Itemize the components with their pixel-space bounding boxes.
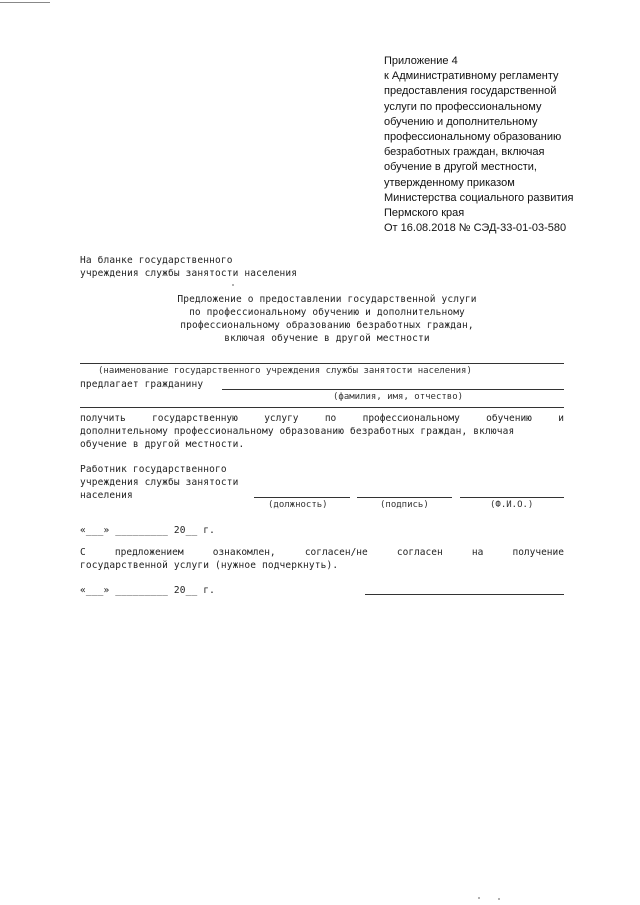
appendix-line: Приложение 4	[384, 55, 458, 67]
citizen-signature-line	[365, 594, 564, 595]
receive-line-2: дополнительному профессиональному образованию безработных граждан, включая	[80, 426, 515, 437]
date-field-2: «___» _________ 20__ г.	[80, 585, 215, 596]
citizen-name-line-2	[80, 407, 564, 408]
receive-line-3: обучение в другой местности.	[80, 439, 245, 450]
agree-word: согласен/не	[304, 547, 368, 558]
letterhead-line-2: учреждения службы занятости населения	[80, 268, 298, 279]
signature-caption: (подпись)	[380, 500, 429, 510]
scan-speck	[478, 897, 480, 899]
document-title-line-3: профессиональному образованию безработных граждан,	[180, 320, 474, 331]
agree-line-2: государственной услуги (нужное подчеркнуть).	[80, 560, 339, 571]
offers-label: предлагает гражданину	[80, 379, 204, 390]
appendix-line: безработных граждан, включая	[384, 146, 545, 159]
receive-word: услугу	[264, 413, 299, 424]
appendix-block	[384, 54, 573, 236]
appendix-line: утвержденному приказом	[384, 176, 515, 189]
date-field-1: «___» _________ 20__ г.	[80, 525, 215, 536]
agree-line-1	[80, 547, 564, 558]
position-caption: (должность)	[268, 500, 328, 510]
appendix-line: От 16.08.2018 № СЭД-33-01-03-580	[384, 222, 567, 235]
worker-line-2: учреждения службы занятости	[80, 477, 239, 488]
agree-word: С	[80, 547, 86, 558]
letterhead-line-1: На бланке государственного	[80, 255, 233, 266]
receive-word: по	[324, 413, 337, 424]
receive-word: профессиональному	[362, 413, 460, 424]
scan-corner-mark	[0, 2, 50, 3]
scan-speck	[498, 898, 500, 900]
appendix-line: к Административному регламенту	[384, 70, 559, 83]
appendix-line: услуги по профессиональному	[384, 100, 542, 113]
document-title-line-2: по профессиональному обучению и дополнительному	[189, 307, 465, 318]
name-caption: (Ф.И.О.)	[490, 500, 534, 510]
appendix-line: профессиональному образованию	[384, 131, 562, 144]
agree-word: получение	[512, 547, 564, 558]
agree-word: согласен	[396, 547, 443, 558]
receive-word: обучению	[486, 413, 532, 424]
position-line	[254, 497, 350, 498]
document-title-line-1: Предложение о предоставлении государственной услуги	[177, 294, 477, 305]
appendix-line: предоставления государственной	[384, 85, 557, 98]
appendix-line: Пермского края	[384, 207, 465, 220]
receive-word: получить	[80, 413, 126, 424]
fio-caption: (фамилия, имя, отчество)	[333, 392, 464, 402]
appendix-line: обучению и дополнительному	[384, 115, 538, 128]
receive-word: и	[558, 413, 564, 424]
document-title-line-4: включая обучение в другой местности	[224, 333, 430, 344]
citizen-name-line	[222, 389, 564, 390]
agree-word: предложением	[114, 547, 184, 558]
worker-line-1: Работник государственного	[80, 464, 227, 475]
institution-name-line	[80, 363, 564, 364]
appendix-line: обучение в другой местности,	[384, 161, 537, 174]
institution-caption: (наименование государственного учреждения службы занятости населения)	[98, 366, 472, 376]
scan-speck	[232, 284, 234, 286]
name-line	[460, 497, 564, 498]
worker-line-3: населения	[80, 490, 133, 501]
receive-word: государственную	[152, 413, 238, 424]
agree-word: на	[471, 547, 484, 558]
appendix-line: Министерства социального развития	[384, 191, 574, 204]
receive-line-1	[80, 413, 564, 424]
agree-word: ознакомлен,	[212, 547, 276, 558]
signature-line	[357, 497, 452, 498]
